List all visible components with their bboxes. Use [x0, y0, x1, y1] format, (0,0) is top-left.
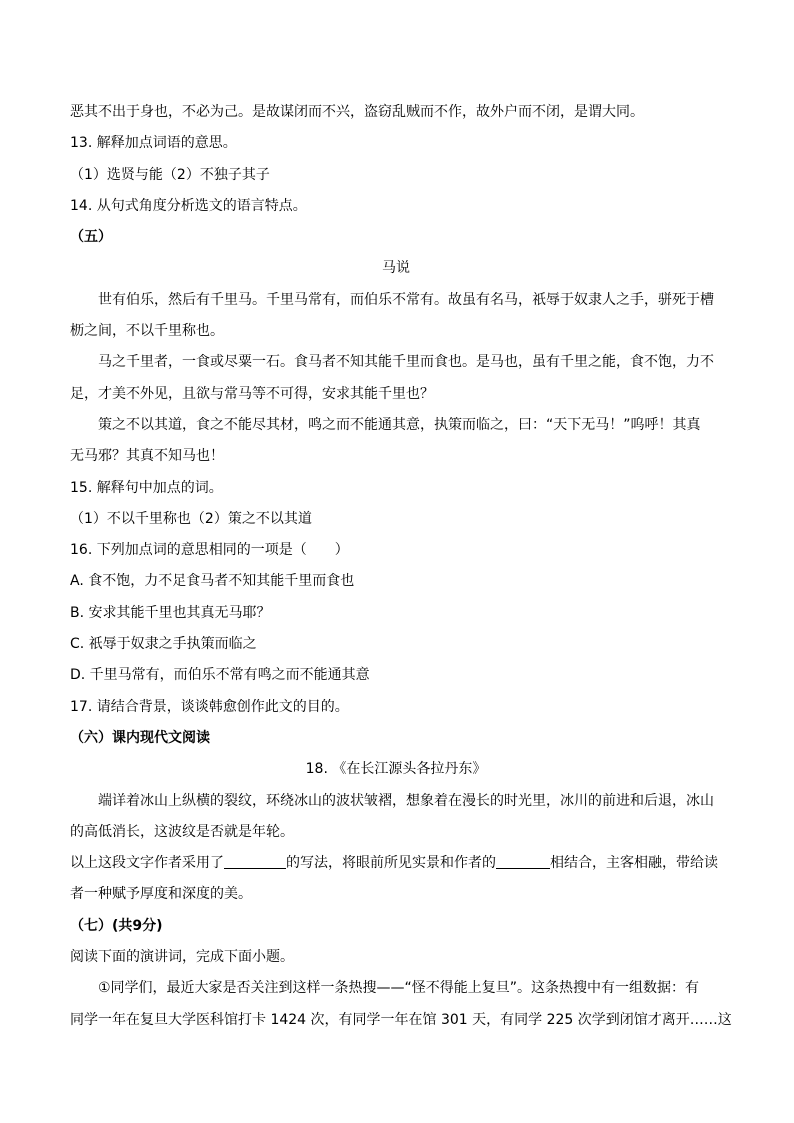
option-b: B. 安求其能千里也其真无马耶？ [70, 604, 271, 621]
passage-line: 的高低消长，这波纹是否就是年轮。 [70, 823, 294, 840]
question-15-items: （1）不以千里称也（2）策之不以其道 [70, 510, 312, 527]
section-7-heading: （七）(共9分) [70, 917, 163, 934]
question-13: 13. 解释加点词语的意思。 [70, 135, 237, 152]
passage-line: 无马邪？其真不知马也！ [70, 448, 224, 465]
document-page [70, 97, 730, 1036]
section-7-instruction: 阅读下面的演讲词，完成下面小题。 [70, 949, 294, 966]
passage-line: 恶其不出于身也，不必为己。是故谋闭而不兴，盗窃乱贼而不作，故外户而不闭，是谓大同。 [70, 104, 644, 120]
question-18-title: 18. 《在长江源头各拉丹东》 [305, 761, 487, 778]
passage-line: 足，才美不外见，且欲与常马等不可得，安求其能千里也？ [70, 385, 434, 402]
question-16: 16. 下列加点词的意思相同的一项是（ ） [70, 542, 349, 559]
passage-line: 端详着冰山上纵横的裂纹，环绕冰山的波状皱褶，想象着在漫长的时光里，冰川的前进和后退，冰山 [98, 792, 714, 809]
option-c: C. 祇辱于奴隶之手执策而临之 [70, 636, 257, 653]
option-d: D. 千里马常有，而伯乐不常有鸣之而不能通其意 [70, 667, 370, 684]
passage-line: 枥之间，不以千里称也。 [70, 323, 224, 340]
answer-blank-2[interactable] [496, 852, 550, 869]
passage-line: ①同学们，最近大家是否关注到这样一条热搜——“怪不得能上复旦”。这条热搜中有一组数据：有 [98, 980, 700, 997]
section-6-heading: （六）课内现代文阅读 [70, 729, 210, 746]
answer-blank-1[interactable] [224, 852, 286, 869]
fill-text: 的写法，将眼前所见实景和作者的 [286, 855, 496, 872]
question-18-fill-continued: 者一种赋予厚度和深度的美。 [70, 886, 252, 903]
fill-text: 以上这段文字作者采用了 [70, 855, 224, 872]
question-14: 14. 从句式角度分析选文的语言特点。 [70, 197, 307, 214]
passage-line: 马之千里者，一食或尽粟一石。食马者不知其能千里而食也。是马也，虽有千里之能，食不饱，力不 [98, 354, 714, 371]
question-15: 15. 解释句中加点的词。 [70, 479, 223, 496]
passage-line: 策之不以其道，食之不能尽其材，鸣之而不能通其意，执策而临之，曰：“天下无马！”呜呼！其真 [98, 416, 701, 433]
question-17: 17. 请结合背景，谈谈韩愈创作此文的目的。 [70, 698, 349, 715]
passage-line: 世有伯乐，然后有千里马。千里马常有，而伯乐不常有。故虽有名马，祇辱于奴隶人之手，骈死于槽 [98, 291, 714, 308]
fill-text: 相结合，主客相融，带给读 [550, 855, 718, 872]
question-13-items: （1）选贤与能（2）不独子其子 [70, 166, 270, 183]
option-a: A. 食不饱，力不足食马者不知其能千里而食也 [70, 573, 355, 590]
question-18-fill [70, 848, 730, 879]
passage-line: 同学一年在复旦大学医科馆打卡 1424 次，有同学一年在馆 301 天，有同学 225 次学到闭馆才离开……这 [70, 1011, 732, 1028]
section-5-heading: （五） [70, 229, 112, 246]
passage-title: 马说 [382, 260, 410, 277]
